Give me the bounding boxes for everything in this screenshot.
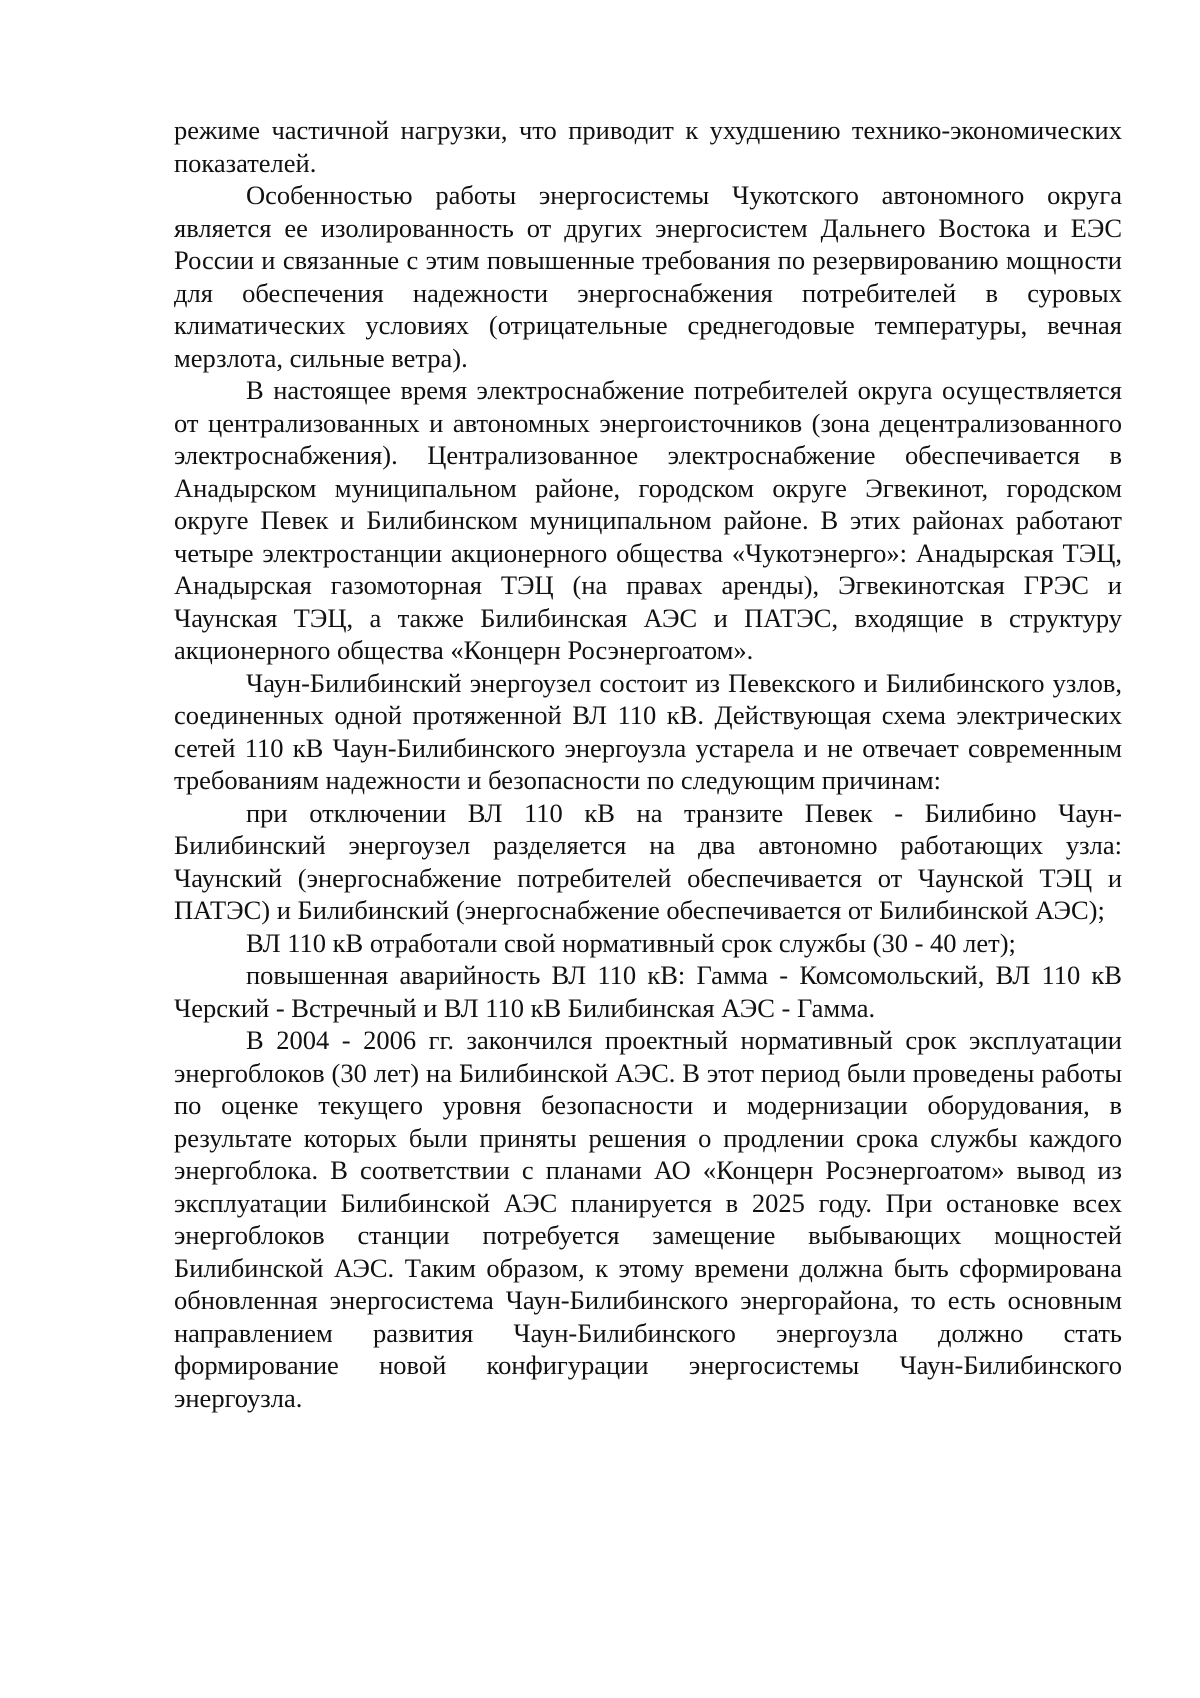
- paragraph-power-supply: В настоящее время электроснабжение потребителей округа осуществляется от централизованных и автономных энергоисточников (зона децентрализованного электроснабжения). Централизованное электроснабжение обеспечивается в Анадырском муниципальном районе, городском округе Эгвекинот, городском округе Певек и Билибинском муниципальном районе. В этих районах работают четыре электростанции акционерного общества «Чукотэнерго»: Анадырская ТЭЦ, Анадырская газомоторная ТЭЦ (на правах аренды), Эгвекинотская ГРЭС и Чаунская ТЭЦ, а также Билибинская АЭС и ПАТЭС, входящие в структуру акционерного общества «Концерн Росэнергоатом».: [174, 375, 1122, 665]
- list-item-accident-rate: повышенная аварийность ВЛ 110 кВ: Гамма - Комсомольский, ВЛ 110 кВ Черский - Встречный и ВЛ 110 кВ Билибинская АЭС - Гамма.: [174, 960, 1122, 1023]
- list-item-transit-disconnect: при отключении ВЛ 110 кВ на транзите Певек - Билибино Чаун-Билибинский энергоузел разделяется на два автономно работающих узла: Чаунский (энергоснабжение потребителей обеспечивается от Чаунской ТЭЦ и ПАТЭС) и Билибинский (энергоснабжение обеспечивается от Билибинской АЭС);: [174, 797, 1122, 925]
- paragraph-isolation: Особенностью работы энергосистемы Чукотского автономного округа является ее изолированность от других энергосистем Дальнего Востока и ЕЭС России и связанные с этим повышенные требования по резервированию мощности для обеспечения надежности энергоснабжения потребителей в суровых климатических условиях (отрицательные среднегодовые температуры, вечная мерзлота, сильные ветра).: [174, 180, 1122, 373]
- paragraph-continuation: режиме частичной нагрузки, что приводит к ухудшению технико-экономических показателей.: [174, 115, 1122, 178]
- document-body: [174, 114, 1122, 1414]
- paragraph-chaun-bilibino-node: Чаун-Билибинский энергоузел состоит из Певекского и Билибинского узлов, соединенных одной протяженной ВЛ 110 кВ. Действующая схема электрических сетей 110 кВ Чаун-Билибинского энергоузла устарела и не отвечает современным требованиям надежности и безопасности по следующим причинам:: [174, 667, 1122, 795]
- list-item-service-life: ВЛ 110 кВ отработали свой нормативный срок службы (30 - 40 лет);: [246, 927, 1016, 958]
- paragraph-bilibino-npp: В 2004 - 2006 гг. закончился проектный нормативный срок эксплуатации энергоблоков (30 лет) на Билибинской АЭС. В этот период были проведены работы по оценке текущего уровня безопасности и модернизации оборудования, в результате которых были приняты решения о продлении срока службы каждого энергоблока. В соответствии с планами АО «Концерн Росэнергоатом» вывод из эксплуатации Билибинской АЭС планируется в 2025 году. При остановке всех энергоблоков станции потребуется замещение выбывающих мощностей Билибинской АЭС. Таким образом, к этому времени должна быть сформирована обновленная энергосистема Чаун-Билибинского энергорайона, то есть основным направлением развития Чаун-Билибинского энергоузла должно стать формирование новой конфигурации энергосистемы Чаун-Билибинского энергоузла.: [174, 1025, 1122, 1413]
